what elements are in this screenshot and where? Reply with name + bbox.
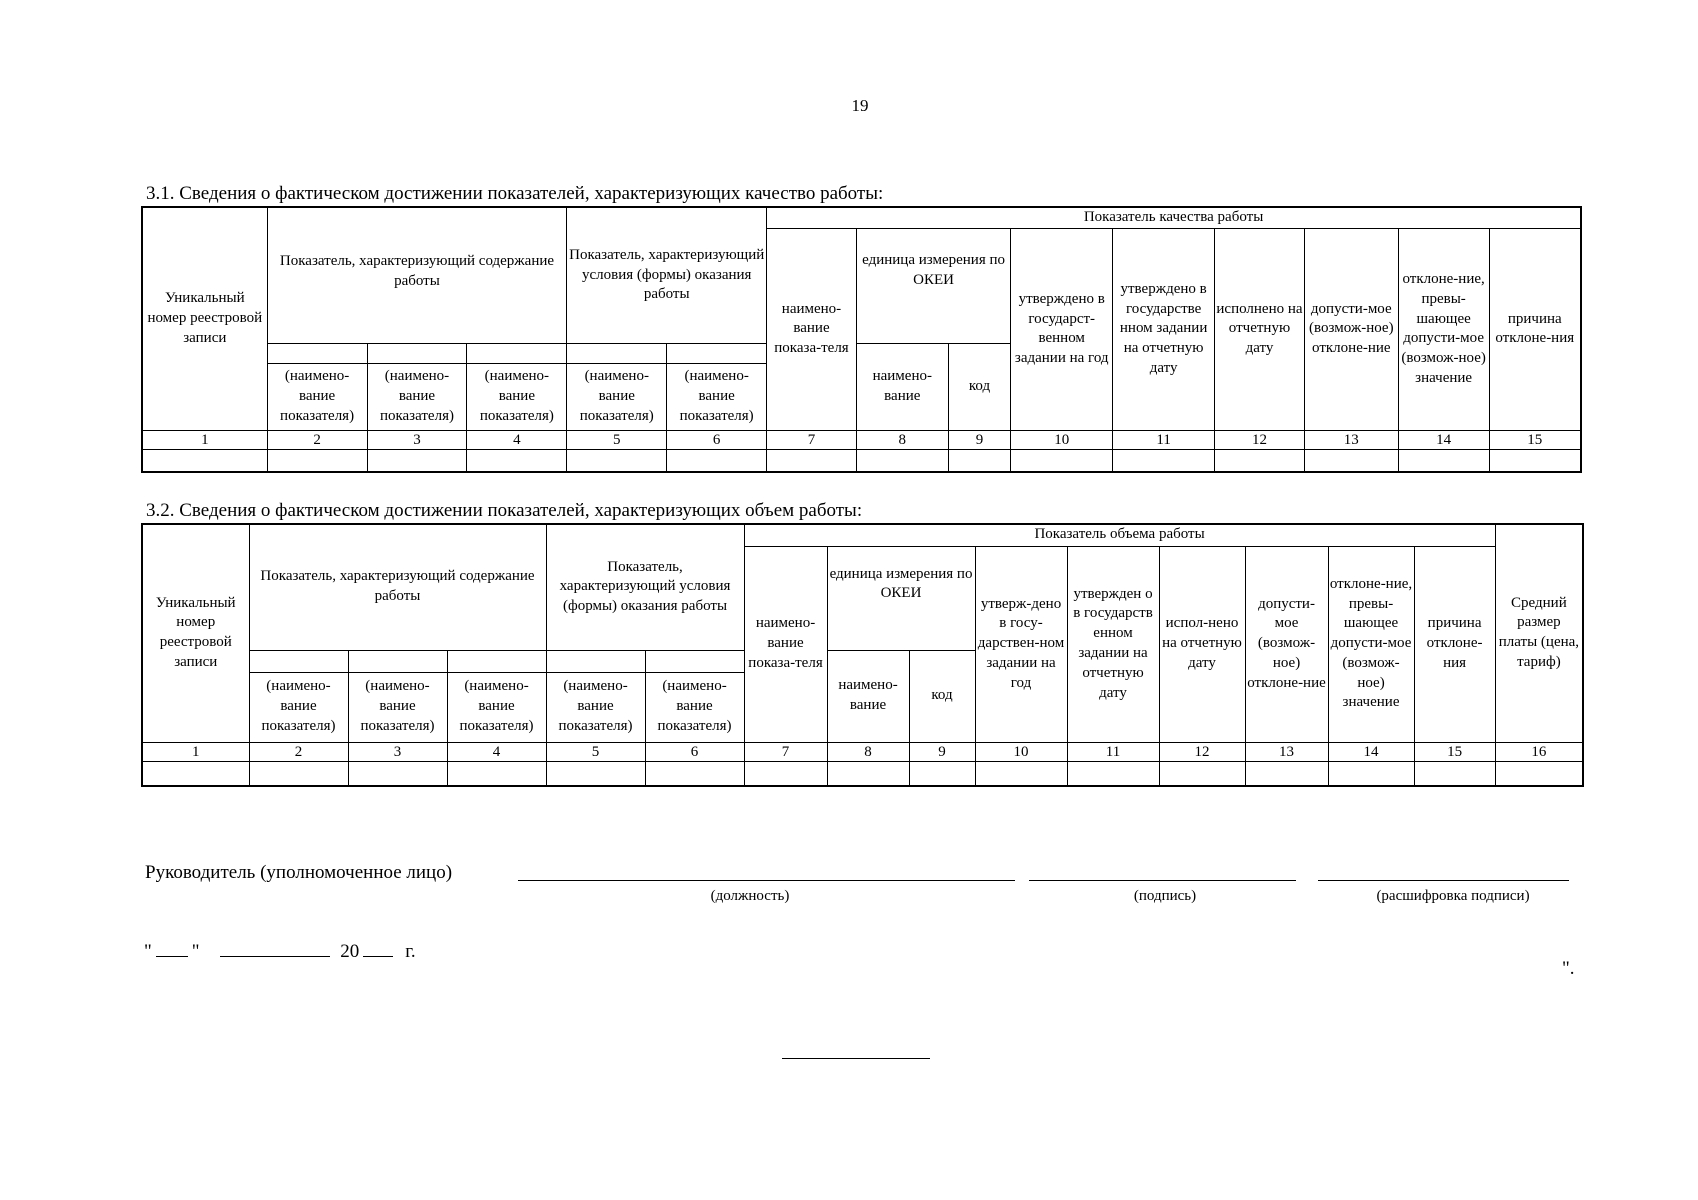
header-approved-date: утвержден о в государств енном задании на отчетную дату — [1067, 546, 1159, 742]
data-cell[interactable] — [909, 761, 975, 786]
column-number: 12 — [1159, 742, 1245, 761]
header-deviation-reason: причина отклоне-ния — [1414, 546, 1495, 742]
closing-mark: ". — [1562, 958, 1575, 979]
header-approved-year: утверждено в государст-венном задании на год — [1011, 228, 1113, 430]
column-number: 9 — [909, 742, 975, 761]
column-number: 4 — [447, 742, 546, 761]
data-cell[interactable] — [1414, 761, 1495, 786]
subheader-indicator-name: (наимено-вание показателя) — [667, 363, 767, 430]
content-indicator-name-cell[interactable] — [467, 343, 567, 363]
header-unit-okei: единица измерения по ОКЕИ — [856, 228, 1010, 343]
column-number: 14 — [1328, 742, 1414, 761]
content-indicator-name-cell[interactable] — [249, 650, 348, 672]
header-executed: исполнено на отчетную дату — [1215, 228, 1305, 430]
column-numbers-row — [142, 742, 1583, 761]
column-number: 6 — [667, 430, 767, 449]
year-prefix: 20 — [340, 941, 360, 962]
conditions-indicator-name-cell[interactable] — [667, 343, 767, 363]
signatory-label: Руководитель (уполномоченное лицо) — [145, 862, 453, 883]
data-cell[interactable] — [1495, 761, 1583, 786]
header-unique-number: Уникальный номер реестровой записи — [142, 524, 249, 742]
content-indicator-name-cell[interactable] — [348, 650, 447, 672]
data-cell[interactable] — [948, 449, 1011, 472]
column-number: 10 — [1011, 430, 1113, 449]
data-cell[interactable] — [567, 449, 667, 472]
header-indicator-name: наимено-вание показа-теля — [767, 228, 857, 430]
signature-caption: (подпись) — [1133, 888, 1197, 904]
data-cell[interactable] — [827, 761, 909, 786]
column-number: 8 — [827, 742, 909, 761]
decoding-line[interactable] — [1318, 880, 1569, 881]
data-row — [142, 761, 1583, 786]
data-cell[interactable] — [142, 449, 267, 472]
column-number: 8 — [856, 430, 948, 449]
data-cell[interactable] — [1245, 761, 1328, 786]
header-content-indicator: Показатель, характеризующий содержание работы — [249, 524, 546, 650]
header-volume-indicator-group: Показатель объема работы — [744, 524, 1495, 546]
data-cell[interactable] — [975, 761, 1067, 786]
header-average-fee: Средний размер платы (цена, тариф) — [1495, 524, 1583, 742]
content-indicator-name-cell[interactable] — [447, 650, 546, 672]
volume-indicators-table — [141, 523, 1584, 787]
position-line[interactable] — [518, 880, 1015, 881]
header-allowed-deviation: допусти-мое (возмож-ное) отклоне-ние — [1304, 228, 1398, 430]
column-number: 1 — [142, 742, 249, 761]
column-number: 3 — [348, 742, 447, 761]
column-number: 9 — [948, 430, 1011, 449]
column-number: 6 — [645, 742, 744, 761]
header-unit-name: наимено-вание — [827, 650, 909, 742]
subheader-indicator-name: (наимено-вание показателя) — [467, 363, 567, 430]
column-number: 7 — [767, 430, 857, 449]
header-deviation-reason: причина отклоне-ния — [1489, 228, 1581, 430]
date-line — [144, 938, 416, 963]
column-number: 11 — [1113, 430, 1215, 449]
header-exceeding-deviation: отклоне-ние, превы-шающее допусти-мое (возмож-ное) значение — [1328, 546, 1414, 742]
header-content-indicator: Показатель, характеризующий содержание работы — [267, 207, 567, 343]
column-number: 12 — [1215, 430, 1305, 449]
month-field[interactable] — [220, 938, 330, 957]
column-number: 7 — [744, 742, 827, 761]
column-number: 3 — [367, 430, 467, 449]
data-cell[interactable] — [267, 449, 367, 472]
column-number: 1 — [142, 430, 267, 449]
column-number: 5 — [546, 742, 645, 761]
position-caption: (должность) — [710, 888, 790, 904]
subheader-indicator-name: (наимено-вание показателя) — [546, 672, 645, 742]
data-cell[interactable] — [467, 449, 567, 472]
decoding-caption: (расшифровка подписи) — [1376, 888, 1530, 904]
data-cell[interactable] — [744, 761, 827, 786]
column-number: 15 — [1414, 742, 1495, 761]
subheader-indicator-name: (наимено-вание показателя) — [348, 672, 447, 742]
year-field[interactable] — [363, 938, 393, 957]
data-cell[interactable] — [1328, 761, 1414, 786]
header-approved-date: утверждено в государстве нном задании на отчетную дату — [1113, 228, 1215, 430]
header-indicator-name: наимено-вание показа-теля — [744, 546, 827, 742]
column-number: 13 — [1245, 742, 1328, 761]
data-cell[interactable] — [856, 449, 948, 472]
data-cell[interactable] — [1304, 449, 1398, 472]
subheader-indicator-name: (наимено-вание показателя) — [267, 363, 367, 430]
column-number: 16 — [1495, 742, 1583, 761]
signature-line[interactable] — [1029, 880, 1296, 881]
bottom-divider — [782, 1058, 930, 1059]
column-number: 5 — [567, 430, 667, 449]
subheader-indicator-name: (наимено-вание показателя) — [447, 672, 546, 742]
data-cell[interactable] — [447, 761, 546, 786]
data-cell[interactable] — [1215, 449, 1305, 472]
header-executed: испол-нено на отчетную дату — [1159, 546, 1245, 742]
column-numbers-row — [142, 430, 1581, 449]
section-title-volume: 3.2. Сведения о фактическом достижении показателей, характеризующих объем работы: — [146, 500, 863, 521]
header-unit-code: код — [948, 343, 1011, 430]
header-unique-number: Уникальный номер реестровой записи — [142, 207, 267, 430]
subheader-indicator-name: (наимено-вание показателя) — [567, 363, 667, 430]
date-open-quote: " — [144, 941, 152, 962]
data-cell[interactable] — [667, 449, 767, 472]
data-cell[interactable] — [1067, 761, 1159, 786]
day-field[interactable] — [156, 938, 188, 957]
subheader-indicator-name: (наимено-вание показателя) — [249, 672, 348, 742]
data-cell[interactable] — [1011, 449, 1113, 472]
data-cell[interactable] — [546, 761, 645, 786]
data-cell[interactable] — [142, 761, 249, 786]
header-unit-okei: единица измерения по ОКЕИ — [827, 546, 975, 650]
data-cell[interactable] — [249, 761, 348, 786]
page-number: 19 — [851, 96, 869, 115]
header-approved-year: утверж-дено в госу-дарствен-ном задании на год — [975, 546, 1067, 742]
data-cell[interactable] — [367, 449, 467, 472]
column-number: 13 — [1304, 430, 1398, 449]
data-row — [142, 449, 1581, 472]
data-cell[interactable] — [1113, 449, 1215, 472]
column-number: 15 — [1489, 430, 1581, 449]
data-cell[interactable] — [1159, 761, 1245, 786]
column-number: 4 — [467, 430, 567, 449]
data-cell[interactable] — [645, 761, 744, 786]
conditions-indicator-name-cell[interactable] — [567, 343, 667, 363]
data-cell[interactable] — [1398, 449, 1489, 472]
date-close-quote: " — [191, 941, 200, 962]
data-cell[interactable] — [1489, 449, 1581, 472]
header-conditions-indicator: Показатель, характеризующий условия (формы) оказания работы — [546, 524, 744, 650]
content-indicator-name-cell[interactable] — [367, 343, 467, 363]
quality-indicators-table — [141, 206, 1582, 473]
data-cell[interactable] — [348, 761, 447, 786]
subheader-indicator-name: (наимено-вание показателя) — [645, 672, 744, 742]
header-conditions-indicator: Показатель, характеризующий условия (формы) оказания работы — [567, 207, 767, 343]
content-indicator-name-cell[interactable] — [267, 343, 367, 363]
data-cell[interactable] — [767, 449, 857, 472]
header-unit-code: код — [909, 650, 975, 742]
conditions-indicator-name-cell[interactable] — [645, 650, 744, 672]
subheader-indicator-name: (наимено-вание показателя) — [367, 363, 467, 430]
column-number: 2 — [267, 430, 367, 449]
section-title-quality: 3.1. Сведения о фактическом достижении показателей, характеризующих качество работы: — [146, 183, 884, 204]
column-number: 14 — [1398, 430, 1489, 449]
header-exceeding-deviation: отклоне-ние, превы-шающее допусти-мое (возмож-ное) значение — [1398, 228, 1489, 430]
conditions-indicator-name-cell[interactable] — [546, 650, 645, 672]
year-suffix: г. — [405, 941, 416, 962]
column-number: 10 — [975, 742, 1067, 761]
header-unit-name: наимено-вание — [856, 343, 948, 430]
column-number: 2 — [249, 742, 348, 761]
column-number: 11 — [1067, 742, 1159, 761]
header-allowed-deviation: допусти-мое (возмож-ное) отклоне-ние — [1245, 546, 1328, 742]
header-quality-indicator-group: Показатель качества работы — [767, 207, 1581, 228]
